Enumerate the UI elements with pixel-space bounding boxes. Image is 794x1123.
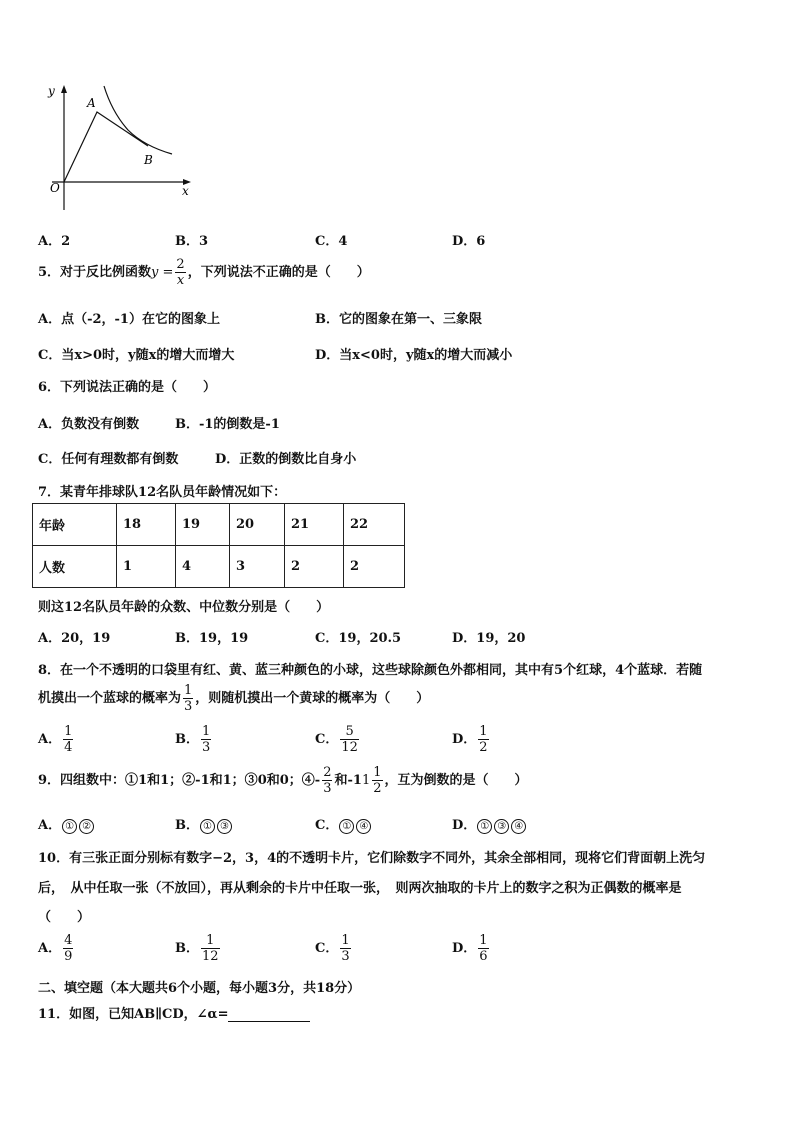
section-heading-fill-in: 二、填空题（本大题共6个小题，每小题3分，共18分） bbox=[38, 981, 361, 996]
q10-option-b[interactable]: B． $\frac{1}{12}$ bbox=[175, 933, 219, 964]
table-cell: 20 bbox=[230, 504, 285, 546]
table-row bbox=[33, 504, 405, 546]
q9-option-d[interactable]: D． ① ③ ④ bbox=[452, 814, 527, 834]
point-b-label: B bbox=[144, 153, 153, 167]
q9-stem: 9．四组数中：①1和1；②-1和1；③0和0；④- $\frac{2}{3}$ 和-1 1 $\frac{1}{2}$ ，互为倒数的是（ ） bbox=[38, 765, 528, 796]
table-row bbox=[33, 546, 405, 588]
q8-stem-line2: 机摸出一个蓝球的概率为 $\frac{1}{3}$ ，则随机摸出一个黄球的概率为（ ） bbox=[38, 683, 430, 714]
table-cell: 1 bbox=[117, 546, 176, 588]
q4-option-c[interactable]: C．4 bbox=[315, 234, 348, 249]
q10-stem-line2: 后， 从中任取一张（不放回），再从剩余的卡片中任取一张， 则两次抽取的卡片上的数字之积为正偶数的概率是 bbox=[38, 881, 682, 896]
q7-option-c[interactable]: C．19，20.5 bbox=[315, 631, 402, 646]
q5-stem: 5．对于反比例函数y = $\frac{2}{x}$ ，下列说法不正确的是（ ） bbox=[38, 257, 370, 288]
table-cell: 4 bbox=[176, 546, 230, 588]
q5-option-a[interactable]: A．点（-2，-1）在它的图象上 bbox=[38, 312, 220, 327]
q8-option-d[interactable]: D． $\frac{1}{2}$ bbox=[452, 724, 488, 755]
origin-label: O bbox=[50, 181, 60, 195]
q7-question: 则这12名队员年龄的众数、中位数分别是（ ） bbox=[38, 600, 330, 615]
segment-oab bbox=[64, 112, 148, 182]
q4-graph bbox=[40, 82, 200, 217]
age-table bbox=[32, 503, 405, 588]
table-cell: 19 bbox=[176, 504, 230, 546]
q10-option-a[interactable]: A． $\frac{4}{9}$ bbox=[38, 933, 73, 964]
hyperbola-curve bbox=[104, 86, 172, 154]
q4-option-b[interactable]: B．3 bbox=[175, 234, 209, 249]
q11-answer-blank[interactable] bbox=[228, 1009, 310, 1022]
q6-stem: 6．下列说法正确的是（ ） bbox=[38, 380, 217, 395]
table-cell: 3 bbox=[230, 546, 285, 588]
table-cell: 21 bbox=[285, 504, 344, 546]
q9-option-b[interactable]: B． ① ③ bbox=[175, 814, 233, 834]
q9-option-c[interactable]: C． ① ④ bbox=[315, 814, 372, 834]
q5-option-c[interactable]: C．当x>0时，y随x的增大而增大 bbox=[38, 348, 235, 363]
q11-stem: 11．如图，已知AB∥CD，∠α= bbox=[38, 1003, 310, 1022]
q7-option-a[interactable]: A．20，19 bbox=[38, 631, 111, 646]
q6-option-b[interactable]: B．-1的倒数是-1 bbox=[175, 417, 280, 432]
q5-fraction: $\frac{2}{x}$ bbox=[176, 257, 185, 288]
q4-option-d[interactable]: D．6 bbox=[452, 234, 486, 249]
y-axis-label: y bbox=[48, 84, 55, 98]
q10-stem-line1: 10．有三张正面分别标有数字−2，3，4的不透明卡片，它们除数字不同外，其余全部相同，现将它们背面朝上洗匀 bbox=[38, 851, 706, 866]
table-cell: 22 bbox=[344, 504, 405, 546]
table-cell: 2 bbox=[285, 546, 344, 588]
point-a-label: A bbox=[87, 96, 96, 110]
q8-option-a[interactable]: A． $\frac{1}{4}$ bbox=[38, 724, 73, 755]
table-header-cell: 人数 bbox=[33, 546, 117, 588]
q8-option-b[interactable]: B． $\frac{1}{3}$ bbox=[175, 724, 211, 755]
q5-option-b[interactable]: B．它的图象在第一、三象限 bbox=[315, 312, 482, 327]
q4-option-a[interactable]: A．2 bbox=[38, 234, 71, 249]
q8-fraction: $\frac{1}{3}$ bbox=[184, 683, 193, 714]
table-cell: 18 bbox=[117, 504, 176, 546]
q7-option-b[interactable]: B．19，19 bbox=[175, 631, 249, 646]
q8-option-c[interactable]: C． $\frac{5}{12}$ bbox=[315, 724, 358, 755]
q6-option-d[interactable]: D．正数的倒数比自身小 bbox=[215, 452, 357, 467]
table-header-cell: 年龄 bbox=[33, 504, 117, 546]
q6-option-c[interactable]: C．任何有理数都有倒数 bbox=[38, 452, 179, 467]
q5-option-d[interactable]: D．当x<0时，y随x的增大而减小 bbox=[315, 348, 513, 363]
q7-option-d[interactable]: D．19，20 bbox=[452, 631, 526, 646]
q9-option-a[interactable]: A． ① ② bbox=[38, 814, 95, 834]
q8-stem-line1: 8．在一个不透明的口袋里有红、黄、蓝三种颜色的小球，这些球除颜色外都相同，其中有5个红球，4个蓝球．若随 bbox=[38, 663, 703, 678]
x-axis-label: x bbox=[182, 184, 189, 198]
q10-stem-line3: （ ） bbox=[38, 910, 91, 925]
q10-option-c[interactable]: C． $\frac{1}{3}$ bbox=[315, 933, 350, 964]
table-cell: 2 bbox=[344, 546, 405, 588]
y-axis-arrow bbox=[61, 85, 67, 93]
q6-option-a[interactable]: A．负数没有倒数 bbox=[38, 417, 140, 432]
q7-stem: 7．某青年排球队12名队员年龄情况如下： bbox=[38, 485, 287, 500]
q10-option-d[interactable]: D． $\frac{1}{6}$ bbox=[452, 933, 488, 964]
